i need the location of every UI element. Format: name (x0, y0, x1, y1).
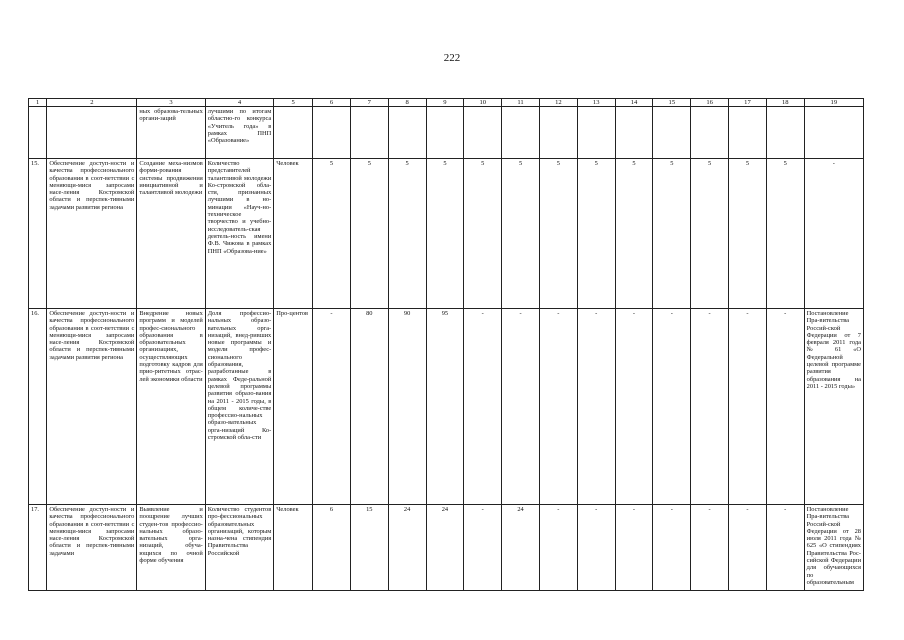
value-cell: 5 (426, 159, 464, 309)
indicator-cell: Количество студентов про-фессиональных образовательных организаций, которым назна-чена стипендия Правительства Российской (205, 505, 273, 591)
value-cell: 24 (502, 505, 540, 591)
col-header: 12 (539, 99, 577, 107)
value-cell: 5 (615, 159, 653, 309)
value-cell (313, 107, 351, 159)
task-cell: Создание меха-низмов форми-рования системы продвижения инициативной и талантливой молодежи (137, 159, 205, 309)
value-cell (766, 107, 804, 159)
value-cell: 80 (350, 309, 388, 505)
value-cell: 5 (388, 159, 426, 309)
value-cell (502, 107, 540, 159)
value-cell (653, 107, 691, 159)
row-number-cell (29, 107, 47, 159)
col-header: 1 (29, 99, 47, 107)
col-header: 15 (653, 99, 691, 107)
indicator-cell: Количество представителей талантливой молодежи Ко-стромской обла-сти, признанных лучшими в но-минации «Науч-но-техническое творчество и учебно-исследователь-ская деятель-ность имени Ф.В. Чижова в рамках ПНП «Образова-ние» (205, 159, 273, 309)
table-row (29, 159, 864, 309)
value-cell (691, 107, 729, 159)
value-cell: - (729, 309, 767, 505)
col-header: 13 (577, 99, 615, 107)
targets-table (28, 98, 864, 591)
basis-cell: - (804, 159, 863, 309)
col-header: 3 (137, 99, 205, 107)
value-cell: - (464, 309, 502, 505)
value-cell (426, 107, 464, 159)
value-cell: 90 (388, 309, 426, 505)
value-cell: 24 (388, 505, 426, 591)
value-cell: 95 (426, 309, 464, 505)
value-cell: - (653, 505, 691, 591)
value-cell (539, 107, 577, 159)
value-cell: - (766, 505, 804, 591)
column-number-row (29, 99, 864, 107)
col-header: 8 (388, 99, 426, 107)
value-cell: - (502, 309, 540, 505)
value-cell: - (653, 309, 691, 505)
col-header: 16 (691, 99, 729, 107)
value-cell: 6 (313, 505, 351, 591)
value-cell (577, 107, 615, 159)
task-cell: ных образова-тельных органи-заций (137, 107, 205, 159)
basis-cell: Постановление Пра-вительства Россий-ской Федерации от 28 июля 2011 года № 625 «О стипендиях Правительства Рос-сийской Федерации для обучающихся по образовательным (804, 505, 863, 591)
value-cell: 5 (691, 159, 729, 309)
value-cell: 5 (577, 159, 615, 309)
value-cell: 5 (539, 159, 577, 309)
value-cell: 5 (350, 159, 388, 309)
value-cell: - (615, 505, 653, 591)
col-header: 10 (464, 99, 502, 107)
value-cell: 5 (502, 159, 540, 309)
row-number-cell: 16. (29, 309, 47, 505)
indicator-cell: Доля профессио-нальных образо-вательных орга-низаций, внед-ривших новые программы и модели профес-сионального образования, разработанные в рамках Феде-ральной целевой программы развития образо-вания на 2011 - 2015 годы, в общем количе-стве профессио-нальных образо-вательных орга-низаций Ко-стромской обла-сти (205, 309, 273, 505)
value-cell: - (539, 505, 577, 591)
col-header: 18 (766, 99, 804, 107)
unit-cell: Человек (274, 159, 313, 309)
value-cell: 24 (426, 505, 464, 591)
value-cell (729, 107, 767, 159)
value-cell: - (464, 505, 502, 591)
table-row (29, 505, 864, 591)
value-cell: 5 (729, 159, 767, 309)
unit-cell (274, 107, 313, 159)
goal-cell (47, 107, 137, 159)
col-header: 14 (615, 99, 653, 107)
value-cell: - (691, 505, 729, 591)
task-cell: Выявление и поощрение лучших студен-тов профессио-нальных образо-вательных орга-низаций, обуча-ющихся по очной форме обучения (137, 505, 205, 591)
basis-cell: Постановление Пра-вительства Россий-ской Федерации от 7 февраля 2011 года № 61 «О Федеральной целевой программе развития образования на 2011 - 2015 годы» (804, 309, 863, 505)
task-cell: Внедрение новых программ и моделей профес-сионального образования в образовательных организациях, осуществляющих подготовку кадров для прио-ритетных отрас-лей экономики области (137, 309, 205, 505)
value-cell: - (766, 309, 804, 505)
page-number: 222 (443, 52, 461, 64)
value-cell (464, 107, 502, 159)
value-cell: - (615, 309, 653, 505)
table-row (29, 309, 864, 505)
value-cell: 5 (313, 159, 351, 309)
row-number-cell: 17. (29, 505, 47, 591)
unit-cell: Человек (274, 505, 313, 591)
col-header: 6 (313, 99, 351, 107)
col-header: 17 (729, 99, 767, 107)
value-cell (350, 107, 388, 159)
value-cell: - (691, 309, 729, 505)
goal-cell: Обеспечение доступ-ности и качества профессионального образования в соот-ветствии с меняющи-мися запросами насе-ления Костромской области и перспек-тивными задачами развития региона (47, 159, 137, 309)
col-header: 7 (350, 99, 388, 107)
col-header: 2 (47, 99, 137, 107)
indicator-cell: лучшими по итогам областно-го конкурса «Учитель года» в рамках ПНП «Образование» (205, 107, 273, 159)
value-cell (615, 107, 653, 159)
col-header: 9 (426, 99, 464, 107)
row-number-cell: 15. (29, 159, 47, 309)
value-cell: 5 (766, 159, 804, 309)
basis-cell (804, 107, 863, 159)
value-cell: 5 (653, 159, 691, 309)
value-cell: - (729, 505, 767, 591)
value-cell: - (577, 505, 615, 591)
col-header: 5 (274, 99, 313, 107)
value-cell: - (577, 309, 615, 505)
goal-cell: Обеспечение доступ-ности и качества профессионального образования в соот-ветствии с меняющи-мися запросами насе-ления Костромской области и перспек-тивными задачами развития региона (47, 309, 137, 505)
col-header: 11 (502, 99, 540, 107)
value-cell: - (539, 309, 577, 505)
value-cell: 5 (464, 159, 502, 309)
col-header: 19 (804, 99, 863, 107)
value-cell: 15 (350, 505, 388, 591)
col-header: 4 (205, 99, 273, 107)
value-cell: - (313, 309, 351, 505)
goal-cell: Обеспечение доступ-ности и качества профессионального образования в соот-ветствии с меняющи-мися запросами насе-ления Костромской области и перспек-тивными задачами (47, 505, 137, 591)
value-cell (388, 107, 426, 159)
unit-cell: Про-центов (274, 309, 313, 505)
table-row (29, 107, 864, 159)
